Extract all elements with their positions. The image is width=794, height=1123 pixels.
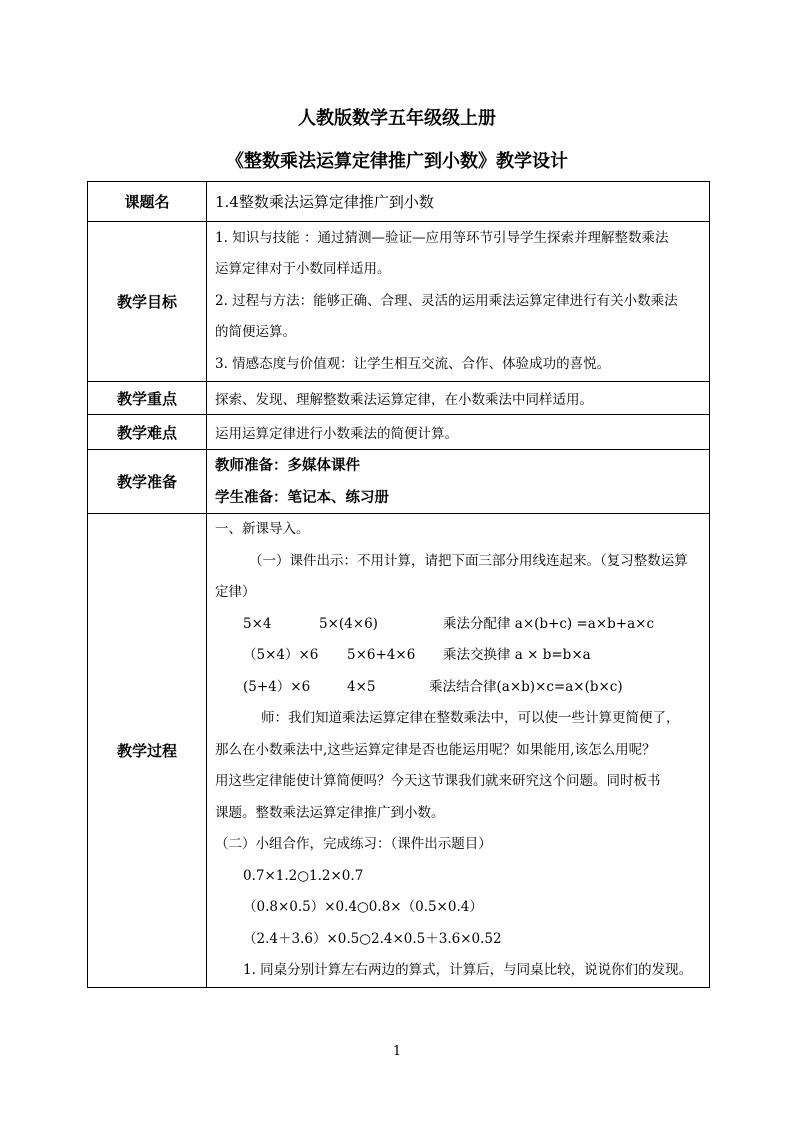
law-cell: 乘法分配律 a×(b+c) =a×b+a×c [443, 615, 655, 632]
goal-line: 1. 知识与技能 ：通过猜测—验证—应用等环节引导学生探索并理解整数乘法 [215, 229, 669, 246]
formula-row [215, 640, 705, 672]
law-cell: 乘法结合律(a×b)×c=a×(b×c) [429, 678, 623, 695]
process-line: 那么在小数乘法中,这些运算定律是否也能运用呢？如果能用,该怎么用呢？ [215, 741, 656, 758]
page-number: 1 [392, 1044, 402, 1059]
exercise-line: （0.8×0.5）×0.4○0.8×（0.5×0.4） [243, 899, 483, 915]
formula-row [215, 609, 705, 641]
formula-cell: 5×6+4×6 [347, 647, 416, 663]
table-row-difficulty [88, 415, 710, 450]
exercise-line: 0.7×1.2○1.2×0.7 [243, 867, 364, 884]
goals-content [207, 222, 710, 382]
process-line: 师：我们知道乘法运算定律在整数乘法中，可以使一些计算更简便了， [261, 710, 680, 726]
focus-value: 探索、发现、理解整数乘法运算定律，在小数乘法中同样适用。 [207, 382, 710, 415]
law-cell: 乘法交换律 a × b=b×a [443, 647, 591, 663]
formula-cell: (5+4）×6 [243, 678, 311, 695]
table-row-focus [88, 382, 710, 415]
lesson-plan-table [87, 181, 710, 988]
table-row-goals [88, 222, 710, 382]
topic-label: 课题名 [88, 182, 207, 222]
topic-value: 1.4整数乘法运算定律推广到小数 [207, 182, 710, 222]
formula-cell: 5×4 [243, 615, 272, 632]
formula-row [215, 672, 705, 704]
formula-cell: （5×4）×6 [243, 647, 319, 663]
prep-student: 学生准备：笔记本、练习册 [215, 488, 389, 506]
process-line: （一）课件出示：不用计算，请把下面三部分用线连起来。（复习整数运算 [249, 552, 688, 569]
prep-content [207, 450, 710, 514]
table-row-prep [88, 450, 710, 514]
focus-label: 教学重点 [88, 382, 207, 415]
document-subtitle: 《整数乘法运算定律推广到小数》教学设计 [226, 151, 568, 172]
table-row-process [88, 514, 710, 988]
difficulty-label: 教学难点 [88, 415, 207, 450]
goal-line: 3. 情感态度与价值观：让学生相互交流、合作、体验成功的喜悦。 [215, 355, 611, 372]
process-label: 教学过程 [88, 514, 207, 988]
goal-line: 的简便运算。 [215, 324, 296, 341]
goals-label: 教学目标 [88, 222, 207, 382]
process-line: 课题。整数乘法运算定律推广到小数。 [215, 804, 445, 821]
goal-line: 运算定律对于小数同样适用。 [215, 261, 391, 278]
table-row-topic [88, 182, 710, 222]
process-line: 用这些定律能使计算简便吗？今天这节课我们就来研究这个问题。同时板书 [215, 773, 661, 789]
difficulty-value: 运用运算定律进行小数乘法的简便计算。 [207, 415, 710, 450]
process-line: 1. 同桌分别计算左右两边的算式，计算后，与同桌比较，说说你们的发现。 [243, 962, 693, 978]
process-line: 定律） [215, 584, 256, 600]
process-content [207, 514, 710, 988]
prep-teacher: 教师准备：多媒体课件 [215, 457, 360, 474]
goal-line: 2. 过程与方法：能够正确、合理、灵活的运用乘法运算定律进行有关小数乘法 [215, 292, 678, 309]
document-title: 人教版数学五年级级上册 [298, 108, 496, 129]
formula-cell: 4×5 [347, 678, 376, 695]
exercise-line: （2.4＋3.6）×0.5○2.4×0.5＋3.6×0.52 [243, 930, 502, 947]
prep-label: 教学准备 [88, 450, 207, 514]
process-line: （二）小组合作，完成练习：（课件出示题目） [215, 836, 492, 852]
formula-cell: 5×(4×6) [319, 615, 378, 632]
section-heading: 一、新课导入。 [215, 521, 310, 537]
